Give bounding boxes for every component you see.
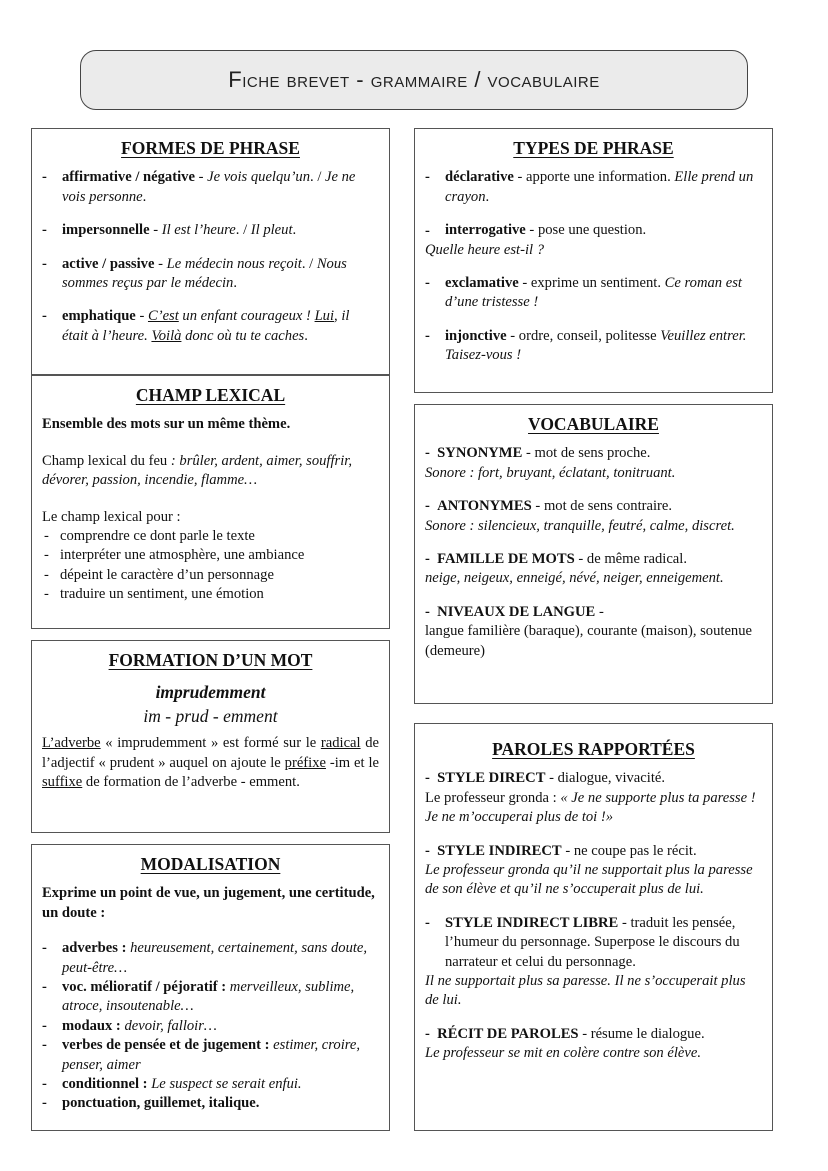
paroles-heading: PAROLES RAPPORTÉES (492, 739, 695, 759)
list-item: - RÉCIT DE PAROLES - résume le dialogue. Le professeur se mit en colère contre son élève. (425, 1025, 705, 1062)
list-item: - FAMILLE DE MOTS - de même radical. neige, neigeux, enneigé, névé, neiger, enneigement. (425, 551, 724, 587)
formation-heading: FORMATION D’UN MOT (108, 650, 313, 670)
vocab-heading: VOCABULAIRE (528, 414, 659, 434)
list-item: - STYLE INDIRECT - ne coupe pas le récit. Le professeur gronda qu’il ne supportait plus la paresse de son élève et qu’il ne s’occuperait plus de lui. (425, 842, 753, 898)
modal-heading: MODALISATION (140, 854, 281, 874)
types-heading: TYPES DE PHRASE (513, 138, 674, 158)
list-item: - STYLE INDIRECT LIBRE - traduit les pensée, l’humeur du personnage. Superpose le discours du narrateur et celui du personnage. Il ne supportait plus sa paresse. Il ne s’occuperait plus de lui. (425, 914, 746, 1009)
list-item: - active / passive - Le médecin nous reçoit. / Nous sommes reçus par le médecin. (42, 255, 347, 292)
list-item: - ANTONYMES - mot de sens contraire. Sonore : silencieux, tranquille, feutré, calme, discret. (425, 498, 735, 534)
list-item: - verbes de pensée et de jugement : estimer, croire, penser, aimer (42, 1037, 361, 1073)
list-item: - déclarative - apporte une information. Elle prend un crayon. (425, 169, 754, 205)
list-item: - interpréter une atmosphère, une ambiance (42, 546, 379, 565)
modal-box (31, 844, 390, 1131)
list-item: - STYLE DIRECT - dialogue, vivacité. Le professeur gronda : « Je ne supporte plus ta paresse ! Je ne m’occuperai plus de toi !» (425, 770, 756, 826)
modal-definition: Exprime un point de vue, un jugement, une certitude, un doute : (42, 885, 375, 921)
page-title: Fiche brevet - grammaire / vocabulaire (228, 67, 600, 92)
champ-heading: CHAMP LEXICAL (135, 385, 286, 405)
list-item: - adverbes : heureusement, certainement, sans doute, peut-être… (42, 940, 368, 976)
champ-example: Champ lexical du feu : brûler, ardent, aimer, souffrir, dévorer, passion, incendie, flamme… (42, 452, 352, 489)
list-item: - affirmative / négative - Je vois quelqu’un. / Je ne vois personne. (42, 169, 356, 205)
list-item: - voc. mélioratif / péjoratif : merveilleux, sublime, atroce, insoutenable… (42, 979, 355, 1015)
list-item: - ponctuation, guillemet, italique. (42, 1095, 260, 1112)
formation-word: imprudemment (155, 682, 266, 703)
vocab-box (414, 404, 773, 704)
list-item: - emphatique - C’est un enfant courageux ! Lui, il était à l’heure. Voilà donc où tu te caches. (42, 308, 350, 344)
list-item: - impersonnelle - Il est l’heure. / Il pleut. (42, 222, 297, 239)
champ-box (31, 375, 390, 629)
list-item: - exclamative - exprime un sentiment. Ce roman est d’une tristesse ! (425, 275, 742, 311)
champ-definition: Ensemble des mots sur un même thème. (42, 416, 291, 433)
list-item: - conditionnel : Le suspect se serait enfui. (42, 1076, 302, 1093)
formes-heading: FORMES DE PHRASE (121, 138, 300, 158)
list-item: - traduire un sentiment, une émotion (42, 585, 379, 604)
types-box (414, 128, 773, 393)
formation-split: im - prud - emment (143, 706, 278, 727)
list-item: - SYNONYME - mot de sens proche. Sonore : fort, bruyant, éclatant, tonitruant. (425, 445, 676, 481)
list-item: - interrogative - pose une question. Quelle heure est-il ? (425, 222, 647, 258)
paroles-box (414, 723, 773, 1131)
champ-pour: Le champ lexical pour : (42, 508, 181, 525)
list-item: - injonctive - ordre, conseil, politesse Veuillez entrer. Taisez-vous ! (425, 327, 747, 364)
title-box (80, 50, 748, 110)
list-item: - NIVEAUX DE LANGUE - langue familière (baraque), courante (maison), soutenue (demeure) (425, 603, 752, 659)
formation-explanation: L’adverbe « imprudemment » est formé sur le radical de l’adjectif « prudent » auquel on ajoute le préfixe -im et le suffixe de formation de l’adverbe - emment. (42, 735, 379, 791)
list-item: - modaux : devoir, falloir… (42, 1017, 217, 1034)
formes-box (31, 128, 390, 375)
formation-box (31, 640, 390, 833)
list-item: - dépeint le caractère d’un personnage (42, 566, 379, 585)
list-item: - comprendre ce dont parle le texte (42, 527, 379, 546)
